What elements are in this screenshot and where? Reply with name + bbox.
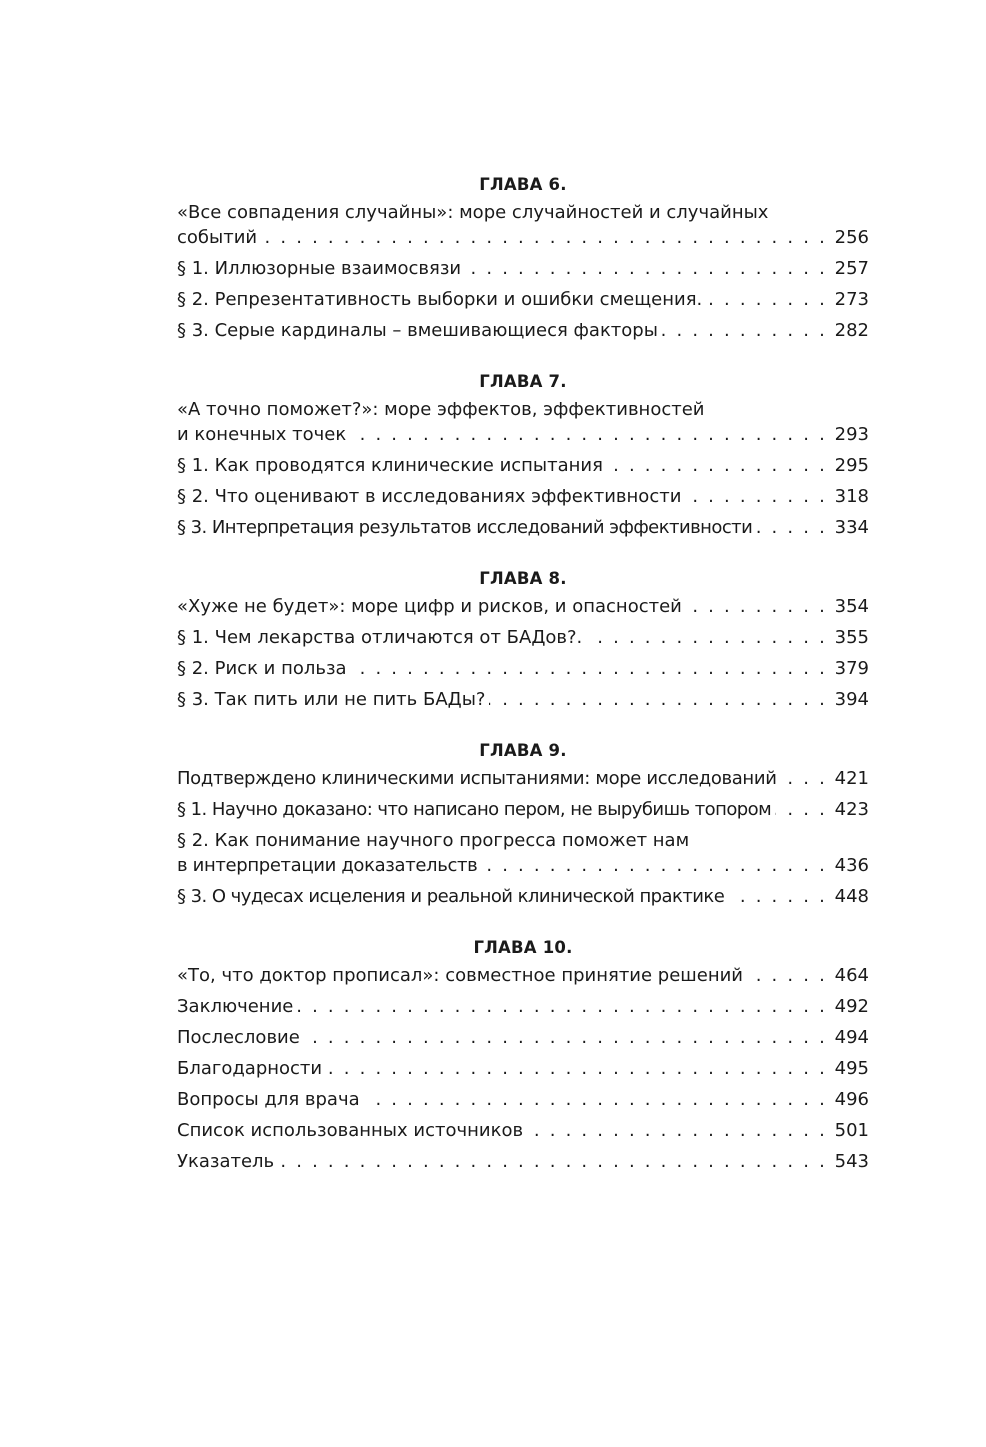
toc-entry-line [177, 797, 869, 822]
toc-entry-line [177, 687, 869, 712]
dot-leader [350, 422, 827, 447]
toc-entry-line [177, 287, 869, 312]
dot-leader [278, 1149, 827, 1174]
dot-leader [662, 318, 827, 343]
toc-entry-title: § 2. Репрезентативность выборки и ошибки смещения. [177, 289, 703, 310]
chapter-section [177, 172, 869, 343]
dot-leader [775, 797, 827, 822]
toc-entry-title: событий [177, 227, 258, 248]
page-number: 295 [834, 455, 869, 476]
toc-entry[interactable] [177, 1149, 869, 1174]
toc-entry-title: § 1. Научно доказано: что написано пером, не вырубишь топором [177, 799, 772, 820]
page-number: 318 [834, 486, 869, 507]
dot-leader [351, 656, 827, 681]
toc-entry-line [177, 225, 869, 250]
chapter-section [177, 566, 869, 712]
page-number: 354 [834, 596, 869, 617]
toc-entry-title: «То, что доктор прописал»: совместное принятие решений [177, 965, 744, 986]
chapter-section [177, 935, 869, 1174]
toc-entry-title: § 1. Чем лекарства отличаются от БАДов?. [177, 627, 583, 648]
chapter-section [177, 369, 869, 540]
toc-entry-title: § 2. Риск и польза [177, 658, 347, 679]
toc-entry-title: § 1. Как проводятся клинические испытания [177, 455, 603, 476]
toc-entry[interactable] [177, 287, 869, 312]
page-number: 543 [834, 1151, 869, 1172]
chapter-heading: ГЛАВА 8. [479, 569, 567, 588]
page-number: 394 [834, 689, 869, 710]
toc-entry-line [177, 656, 869, 681]
chapter-heading: ГЛАВА 6. [479, 175, 567, 194]
dot-leader [465, 256, 827, 281]
dot-leader [304, 1025, 827, 1050]
page-number: 257 [834, 258, 869, 279]
toc-entry-line [177, 256, 869, 281]
toc-entry[interactable] [177, 963, 869, 988]
chapter-section [177, 738, 869, 909]
page-number: 293 [834, 424, 869, 445]
dot-leader [261, 225, 827, 250]
page-number: 282 [834, 320, 869, 341]
toc-entry-line [177, 594, 869, 619]
toc-entry-title: Заключение [177, 996, 294, 1017]
toc-entry-line [177, 1118, 869, 1143]
page-number: 496 [834, 1089, 869, 1110]
dot-leader [297, 994, 827, 1019]
toc-entry-title: Вопросы для врача [177, 1089, 360, 1110]
toc-entry-line [177, 515, 869, 540]
page-number: 273 [834, 289, 869, 310]
toc-entry[interactable] [177, 318, 869, 343]
page-number: 423 [834, 799, 869, 820]
toc-entry-title: «Хуже не будет»: море цифр и рисков, и опасностей [177, 596, 682, 617]
dot-leader [706, 287, 827, 312]
page-number: 379 [834, 658, 869, 679]
dot-leader [326, 1056, 827, 1081]
dot-leader [686, 594, 827, 619]
toc-entry[interactable] [177, 797, 869, 822]
toc-entry-title: в интерпретации доказательств [177, 855, 478, 876]
toc-entry[interactable] [177, 1118, 869, 1143]
toc-entry-line [177, 1087, 869, 1112]
toc-entry-title: § 3. Интерпретация результатов исследований эффективности [177, 517, 753, 538]
dot-leader [728, 884, 827, 909]
chapter-heading: ГЛАВА 9. [479, 741, 567, 760]
toc-entry[interactable] [177, 1056, 869, 1081]
toc-entry-line [177, 422, 869, 447]
page-number: 494 [834, 1027, 869, 1048]
toc-entry-title: § 3. Серые кардиналы – вмешивающиеся факторы [177, 320, 658, 341]
page-number: 334 [834, 517, 869, 538]
page-number: 501 [834, 1120, 869, 1141]
toc-entry[interactable] [177, 828, 869, 878]
toc-entry-title: Подтверждено клиническими испытаниями: море исследований [177, 768, 777, 789]
toc-entry[interactable] [177, 397, 869, 447]
toc-entry[interactable] [177, 200, 869, 250]
toc-entry-title: § 3. О чудесах исцеления и реальной клинической практике [177, 886, 725, 907]
toc-entry-title: Благодарности [177, 1058, 323, 1079]
toc-entry-title: и конечных точек [177, 424, 347, 445]
dot-leader [489, 687, 827, 712]
toc-entry-line [177, 853, 869, 878]
toc-entry[interactable] [177, 625, 869, 650]
toc-entry-title-line: «А точно поможет?»: море эффектов, эффективностей [177, 399, 705, 420]
page-number: 492 [834, 996, 869, 1017]
dot-leader [747, 963, 827, 988]
toc-entry[interactable] [177, 1025, 869, 1050]
dot-leader [607, 453, 827, 478]
toc-entry-line [177, 453, 869, 478]
toc-entry[interactable] [177, 687, 869, 712]
toc-entry-title: Послесловие [177, 1027, 300, 1048]
toc-entry-line [177, 1056, 869, 1081]
toc-entry-line [177, 963, 869, 988]
toc-entry-line [177, 766, 869, 791]
chapter-heading: ГЛАВА 7. [479, 372, 567, 391]
toc-entry[interactable] [177, 256, 869, 281]
toc-entry-line [177, 484, 869, 509]
page-number: 421 [834, 768, 869, 789]
dot-leader [781, 766, 827, 791]
dot-leader [685, 484, 827, 509]
toc-entry-line [177, 318, 869, 343]
toc-entry-title-line: «Все совпадения случайны»: море случайностей и случайных [177, 202, 769, 223]
page-number: 464 [834, 965, 869, 986]
toc-entry[interactable] [177, 594, 869, 619]
dot-leader [527, 1118, 827, 1143]
toc-entry-title: § 3. Так пить или не пить БАДы? [177, 689, 486, 710]
page-number: 448 [834, 886, 869, 907]
page-number: 355 [834, 627, 869, 648]
chapter-heading: ГЛАВА 10. [473, 938, 573, 957]
toc-entry-line [177, 1149, 869, 1174]
toc-entry[interactable] [177, 766, 869, 791]
toc-entry[interactable] [177, 884, 869, 909]
toc-entry-line [177, 884, 869, 909]
dot-leader [364, 1087, 827, 1112]
toc-entry-line [177, 625, 869, 650]
page-number: 495 [834, 1058, 869, 1079]
dot-leader [586, 625, 827, 650]
toc-entry-title-line: § 2. Как понимание научного прогресса поможет нам [177, 830, 690, 851]
toc-entry[interactable] [177, 656, 869, 681]
toc-entry-title: § 2. Что оценивают в исследованиях эффективности [177, 486, 682, 507]
toc-entry[interactable] [177, 994, 869, 1019]
page-number: 436 [834, 855, 869, 876]
toc-entry-title: Список использованных источников [177, 1120, 524, 1141]
toc-entry-title: Указатель [177, 1151, 275, 1172]
toc-entry-title: § 1. Иллюзорные взаимосвязи [177, 258, 462, 279]
toc-entry[interactable] [177, 1087, 869, 1112]
dot-leader [756, 515, 827, 540]
toc-entry-line [177, 1025, 869, 1050]
toc-entry[interactable] [177, 453, 869, 478]
toc-entry[interactable] [177, 484, 869, 509]
table-of-contents [177, 172, 869, 1200]
page-number: 256 [834, 227, 869, 248]
toc-entry[interactable] [177, 515, 869, 540]
dot-leader [481, 853, 827, 878]
toc-entry-line [177, 994, 869, 1019]
